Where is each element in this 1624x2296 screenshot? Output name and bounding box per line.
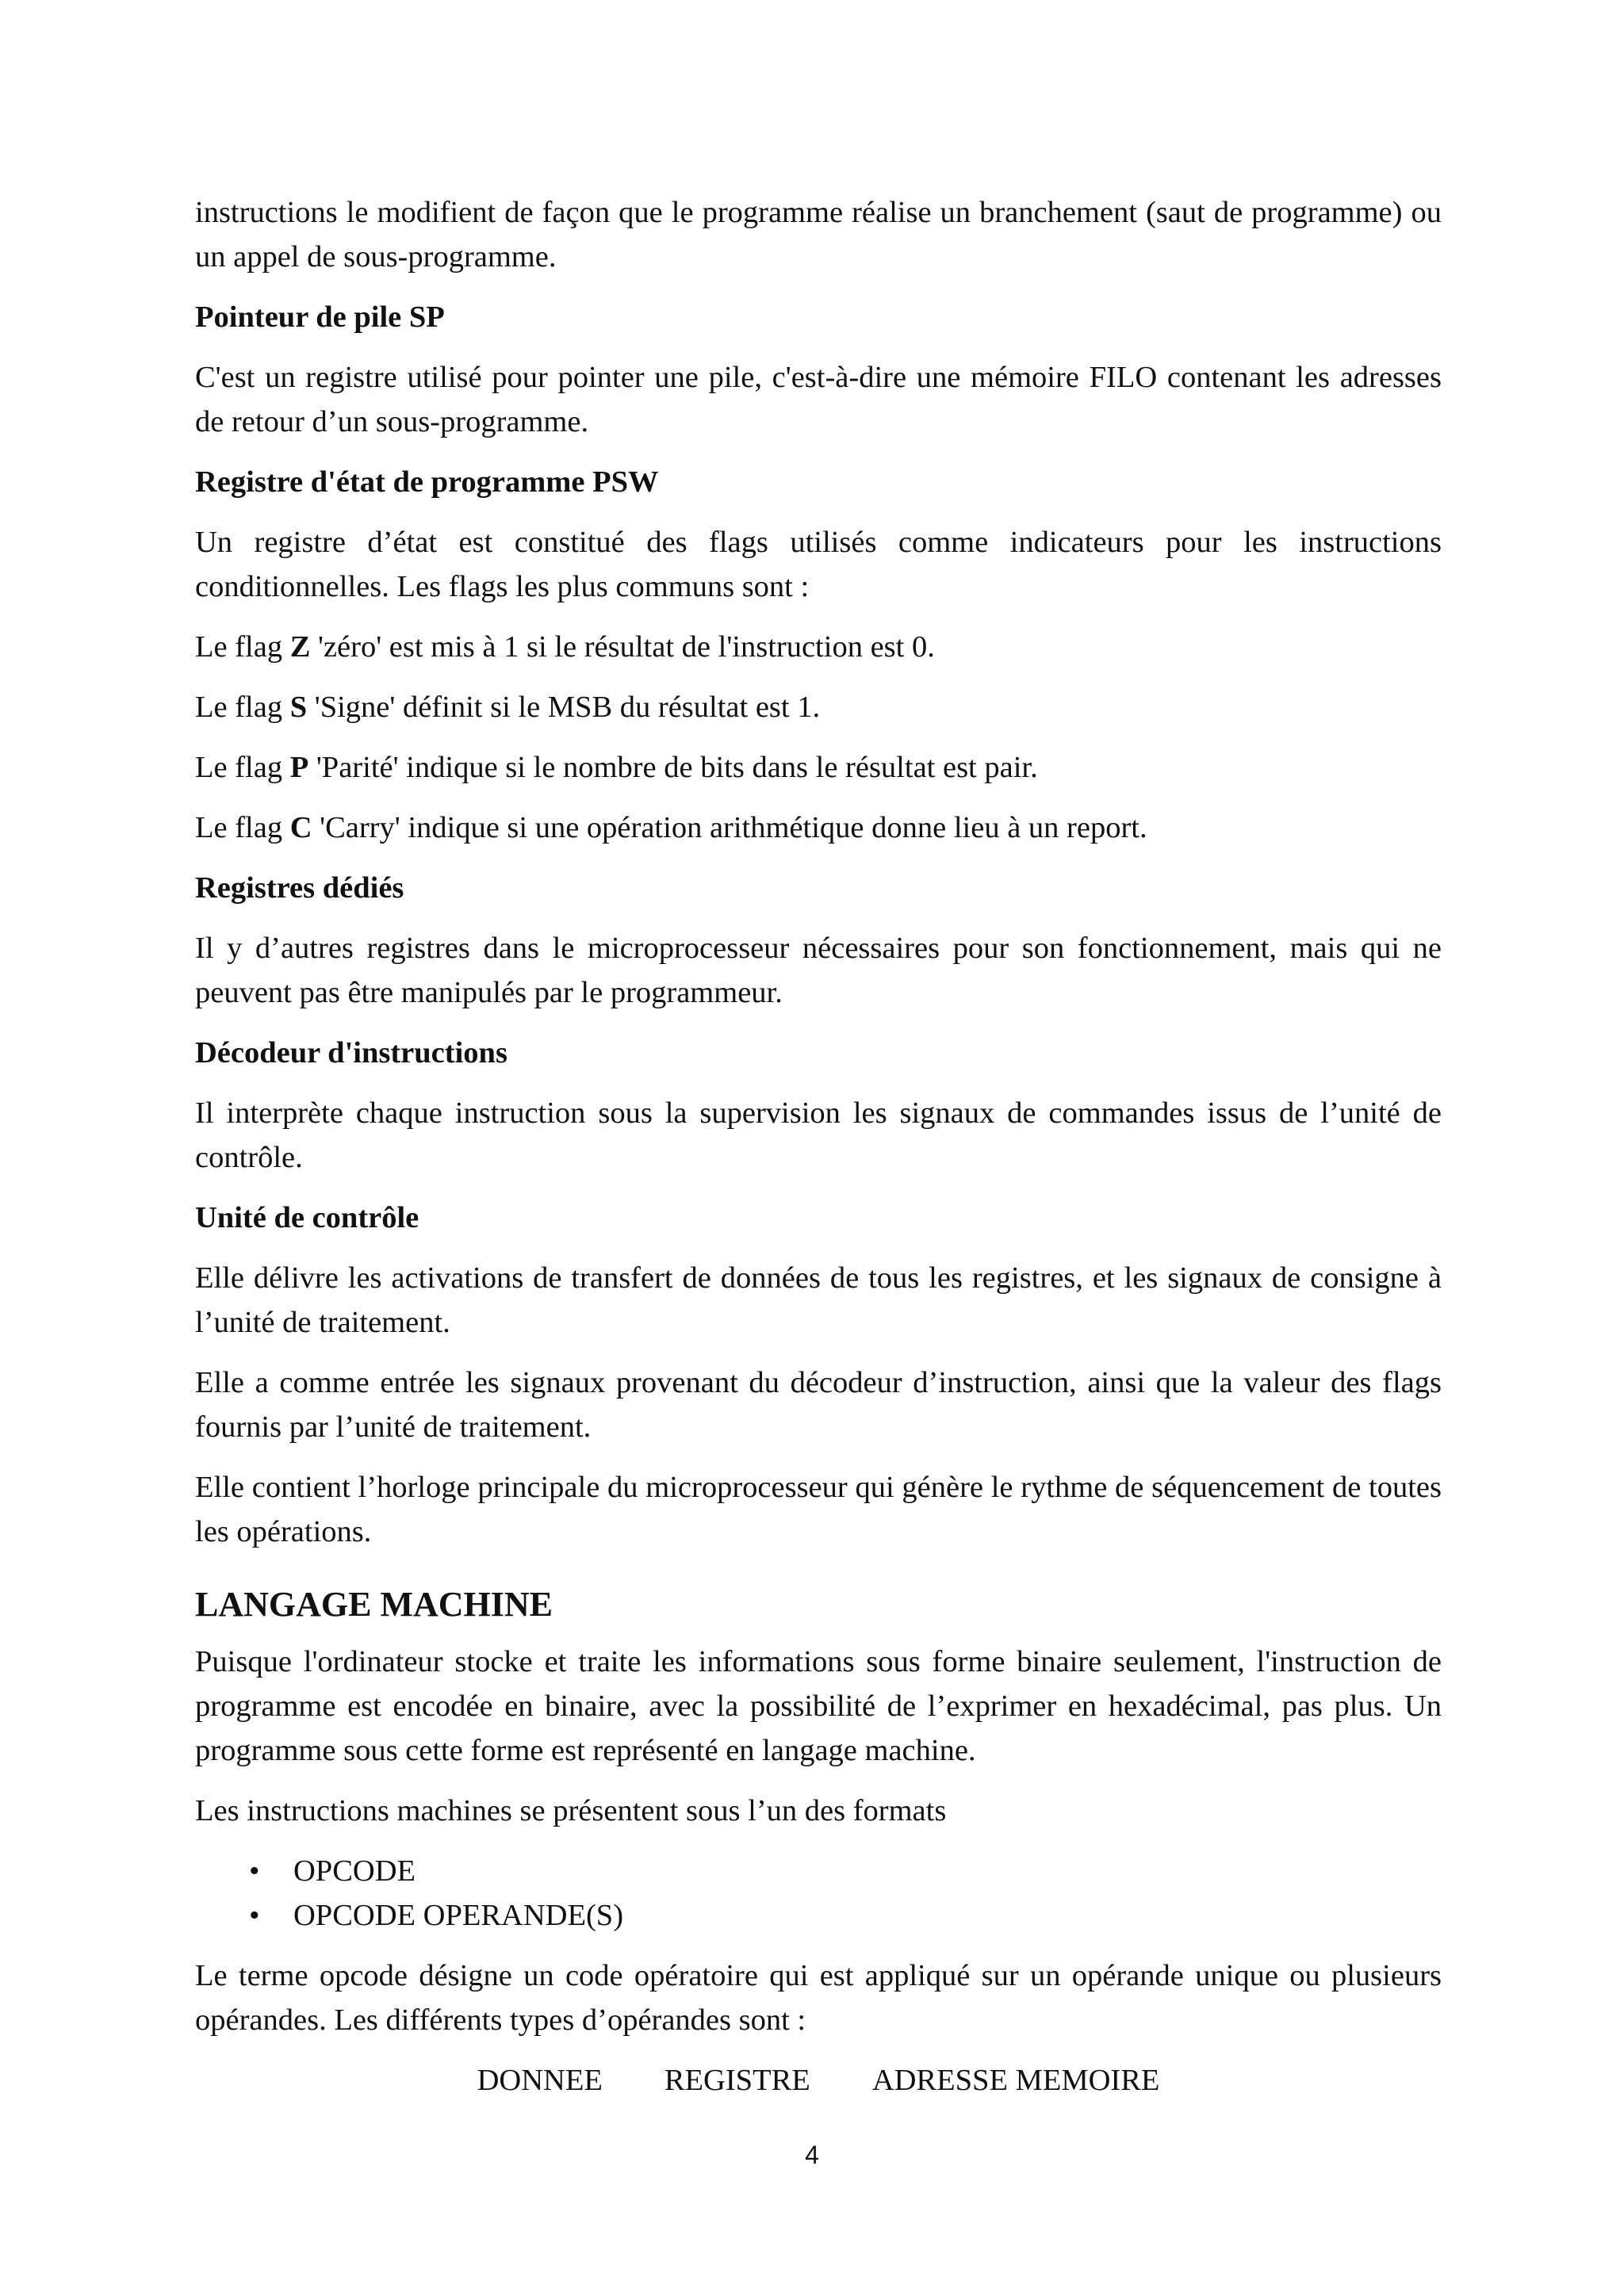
intro-paragraph: instructions le modifient de façon que le programme réalise un branchement (saut de programme) ou un appel de sous-programme. xyxy=(195,196,1442,274)
flag-letter: C xyxy=(289,811,312,844)
list-item xyxy=(195,1893,1442,1938)
operand-type: DONNEE xyxy=(477,2064,603,2097)
page-number: 4 xyxy=(805,2141,819,2169)
bullet-icon: • xyxy=(249,1899,260,1932)
heading-control-unit: Unité de contrôle xyxy=(195,1201,419,1234)
heading-instruction-decoder: Décodeur d'instructions xyxy=(195,1036,508,1070)
heading-dedicated-registers: Registres dédiés xyxy=(195,871,404,905)
paragraph-machine-language-1: Puisque l'ordinateur stocke et traite les informations sous forme binaire seulement, l'instruction de programme est encodée en binaire, avec la possibilité de l’exprimer en hexadécimal, pas plus. Un programme sous cette forme est représenté en langage machine. xyxy=(195,1645,1442,1767)
document-page xyxy=(195,190,1442,2103)
flag-letter: Z xyxy=(289,630,311,664)
bullet-icon: • xyxy=(249,1854,260,1888)
paragraph-control-unit-3: Elle contient l’horloge principale du microprocesseur qui génère le rythme de séquencement de toutes les opérations. xyxy=(195,1471,1442,1548)
list-item xyxy=(195,1849,1442,1893)
flag-prefix: Le flag xyxy=(195,691,290,724)
flag-s-line xyxy=(195,685,1442,729)
flag-z-line xyxy=(195,625,1442,669)
format-label: OPCODE OPERANDE(S) xyxy=(293,1899,624,1932)
flag-description: 'Parité' indique si le nombre de bits dans le résultat est pair. xyxy=(308,751,1038,784)
flag-prefix: Le flag xyxy=(195,811,290,844)
operand-type: ADRESSE MEMOIRE xyxy=(871,2064,1160,2097)
heading-psw: Registre d'état de programme PSW xyxy=(195,465,659,499)
flag-description: 'zéro' est mis à 1 si le résultat de l'instruction est 0. xyxy=(310,630,935,664)
flag-letter: P xyxy=(289,751,309,784)
flag-prefix: Le flag xyxy=(195,630,290,664)
operand-types-row xyxy=(195,2058,1442,2103)
paragraph-stack-pointer: C'est un registre utilisé pour pointer une pile, c'est-à-dire une mémoire FILO contenant les adresses de retour d’un sous-programme. xyxy=(195,361,1442,438)
paragraph-machine-language-2: Les instructions machines se présentent sous l’un des formats xyxy=(195,1794,947,1827)
operand-type: REGISTRE xyxy=(664,2064,810,2097)
paragraph-instruction-decoder: Il interprète chaque instruction sous la supervision les signaux de commandes issus de l’unité de contrôle. xyxy=(195,1096,1442,1174)
heading-stack-pointer: Pointeur de pile SP xyxy=(195,300,445,334)
paragraph-machine-language-3: Le terme opcode désigne un code opératoire qui est appliqué sur un opérande unique ou plusieurs opérandes. Les différents types d’opérandes sont : xyxy=(195,1959,1442,2037)
flag-p-line xyxy=(195,745,1442,790)
flag-prefix: Le flag xyxy=(195,751,290,784)
flag-description: 'Signe' définit si le MSB du résultat est 1. xyxy=(307,691,821,724)
flag-c-line xyxy=(195,806,1442,850)
paragraph-control-unit-2: Elle a comme entrée les signaux provenant du décodeur d’instruction, ainsi que la valeur des flags fournis par l’unité de traitement. xyxy=(195,1366,1442,1444)
format-label: OPCODE xyxy=(293,1854,416,1888)
paragraph-dedicated-registers: Il y d’autres registres dans le microprocesseur nécessaires pour son fonctionnement, mais qui ne peuvent pas être manipulés par le programmeur. xyxy=(195,932,1442,1009)
format-list xyxy=(195,1849,1442,1938)
paragraph-control-unit-1: Elle délivre les activations de transfert de données de tous les registres, et les signaux de consigne à l’unité de traitement. xyxy=(195,1261,1442,1339)
flag-letter: S xyxy=(289,691,308,724)
paragraph-psw: Un registre d’état est constitué des flags utilisés comme indicateurs pour les instructions conditionnelles. Les flags les plus communs sont : xyxy=(195,526,1442,603)
flag-description: 'Carry' indique si une opération arithmétique donne lieu à un report. xyxy=(312,811,1147,844)
section-title-machine-language: LANGAGE MACHINE xyxy=(195,1585,553,1624)
